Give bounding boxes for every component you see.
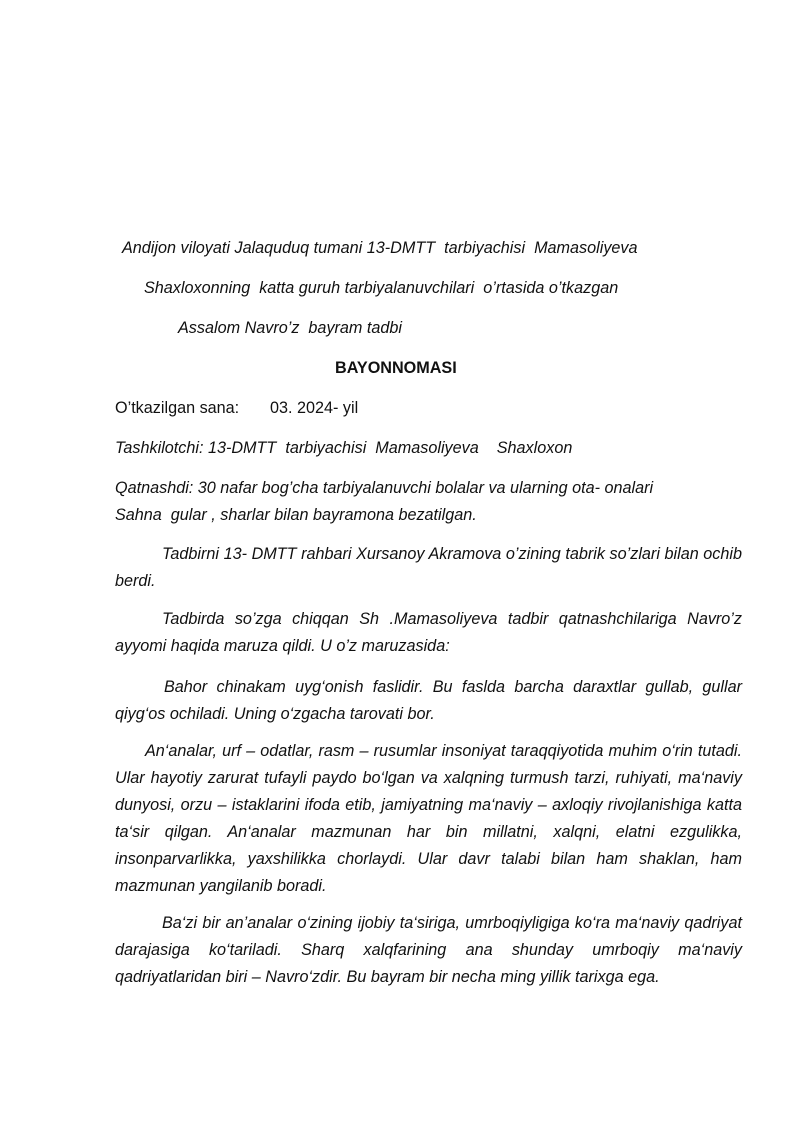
date-label: O’tkazilgan sana: bbox=[115, 399, 240, 417]
organizer-line: Tashkilotchi: 13-DMTT tarbiyachisi Mamasoliyeva Shaxloxon bbox=[115, 439, 573, 457]
header-line-2: Shaxloxonning katta guruh tarbiyalanuvchilari o’rtasida o’tkazgan bbox=[144, 279, 619, 297]
header-line-3: Assalom Navro’z bayram tadbi bbox=[178, 319, 403, 337]
document-title: BAYONNOMASI bbox=[335, 359, 457, 377]
decoration-line: Sahna gular , sharlar bilan bayramona bezatilgan. bbox=[115, 506, 477, 524]
paragraph-traditions: An‘analar, urf – odatlar, rasm – rusumlar insoniyat taraqqiyotida muhim o‘rin tutadi. Ular hayotiy zarurat tufayli paydo bo‘lgan va xalqning turmush tarzi, ruhiyati, ma‘naviy dunyosi, orzu – istaklarini ifoda etib, jamiyatning ma‘naviy – axloqiy rivojlanishiga katta ta‘sir qilgan. An‘analar mazmunan har bin millatni, xalqni, elatni ezgulikka, insonparvarlikka, yaxshilikka chorlaydi. Ular davr talabi bilan ham shaklan, ham mazmunan yangilanib boradi. bbox=[115, 742, 742, 895]
paragraph-spring: Bahor chinakam uyg‘onish faslidir. Bu faslda barcha daraxtlar gullab, gullar qiyg‘os ochiladi. Uning o‘zgacha tarovati bor. bbox=[115, 678, 742, 723]
participants-line: Qatnashdi: 30 nafar bog’cha tarbiyalanuvchi bolalar va ularning ota- onalari bbox=[115, 479, 654, 497]
date-value: 03. 2024- yil bbox=[270, 399, 359, 417]
header-line-1: Andijon viloyati Jalaquduq tumani 13-DMTT tarbiyachisi Mamasoliyeva bbox=[122, 239, 638, 257]
paragraph-speech: Tadbirda so’zga chiqqan Sh .Mamasoliyeva tadbir qatnashchilariga Navro’z ayyomi haqida maruza qildi. U o’z maruzasida: bbox=[115, 610, 742, 655]
paragraph-opening: Tadbirni 13- DMTT rahbari Xursanoy Akramova o’zining tabrik so’zlari bilan ochib berdi. bbox=[115, 545, 742, 590]
paragraph-navruz: Ba‘zi bir an’analar o‘zining ijobiy ta‘siriga, umrboqiyligiga ko‘ra ma‘naviy qadriyat darajasiga ko‘tariladi. Sharq xalqfarining ana shunday umrboqiy ma‘naviy qadriyatlaridan biri – Navro‘zdir. Bu bayram bir necha ming yillik tarixga ega. bbox=[115, 914, 742, 986]
